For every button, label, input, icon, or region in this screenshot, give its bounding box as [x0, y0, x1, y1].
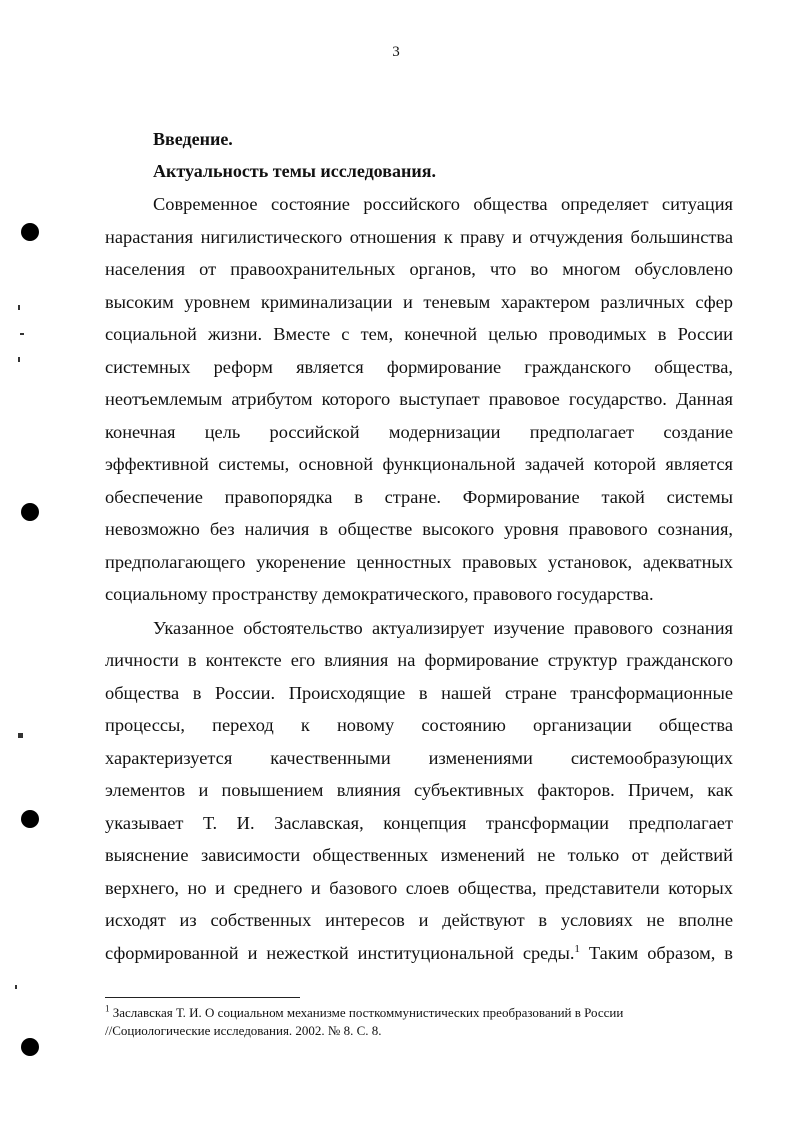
text-line: выяснение зависимости общественных изменений не только от действий: [105, 845, 733, 865]
text-line: социальному пространству демократического, правового государства.: [105, 584, 654, 604]
scan-speck: [20, 333, 24, 335]
text-line: элементов и повышением влияния субъективных факторов. Причем, как: [105, 780, 733, 800]
text-line: указывает Т. И. Заславская, концепция трансформации предполагает: [105, 813, 733, 833]
binder-hole: [21, 223, 39, 241]
text-line: эффективной системы, основной функциональной задачей которой является: [105, 454, 733, 474]
text-line: обеспечение правопорядка в стране. Формирование такой системы: [105, 487, 733, 507]
footnote-marker: 1: [105, 1003, 110, 1014]
text-line: предполагающего укоренение ценностных правовых установок, адекватных: [105, 552, 733, 572]
binder-hole: [21, 503, 39, 521]
scan-speck: [18, 357, 20, 362]
text-line: населения от правоохранительных органов, что во многом обусловлено: [105, 259, 733, 279]
footnote-line-1: [105, 1004, 623, 1022]
binder-hole: [21, 810, 39, 828]
line-text: сформированной и нежесткой институциональной среды.: [105, 943, 575, 963]
footnote-text: Заславская Т. И. О социальном механизме посткоммунистических преобразований в России: [109, 1005, 624, 1020]
text-line: Современное состояние российского общества определяет ситуация: [153, 194, 733, 214]
text-line: верхнего, но и среднего и базового слоев общества, представители которых: [105, 878, 733, 898]
footnote-line-2: //Социологические исследования. 2002. № 8. С. 8.: [105, 1023, 382, 1038]
line-text-tail: Таким образом, в: [579, 943, 733, 963]
binder-hole: [21, 1038, 39, 1056]
scan-speck: [15, 985, 17, 989]
text-line: исходят из собственных интересов и действуют в условиях не вполне: [105, 910, 733, 930]
page-number: 3: [392, 44, 400, 60]
footnote-separator: [105, 997, 300, 998]
text-line: [105, 937, 733, 970]
text-line: процессы, переход к новому состоянию организации общества: [105, 715, 733, 735]
text-line: социальной жизни. Вместе с тем, конечной целью проводимых в России: [105, 324, 733, 344]
text-line: общества в России. Происходящие в нашей стране трансформационные: [105, 683, 733, 703]
text-line: системных реформ является формирование гражданского общества,: [105, 357, 733, 377]
text-line: неотъемлемым атрибутом которого выступает правовое государство. Данная: [105, 389, 733, 409]
scan-speck: [18, 305, 20, 310]
text-line: Указанное обстоятельство актуализирует изучение правового сознания: [153, 618, 733, 638]
heading-introduction: Введение.: [153, 129, 233, 149]
text-line: невозможно без наличия в обществе высокого уровня правового сознания,: [105, 519, 733, 539]
text-line: высоким уровнем криминализации и теневым характером различных сфер: [105, 292, 733, 312]
text-line: личности в контексте его влияния на формирование структур гражданского: [105, 650, 733, 670]
text-line: конечная цель российской модернизации предполагает создание: [105, 422, 733, 442]
footnote-reference[interactable]: 1: [574, 942, 580, 955]
heading-relevance: Актуальность темы исследования.: [153, 161, 436, 181]
text-line: нарастания нигилистического отношения к праву и отчуждения большинства: [105, 227, 733, 247]
scan-speck: [18, 733, 23, 738]
text-line: характеризуется качественными изменениями системообразующих: [105, 748, 733, 768]
